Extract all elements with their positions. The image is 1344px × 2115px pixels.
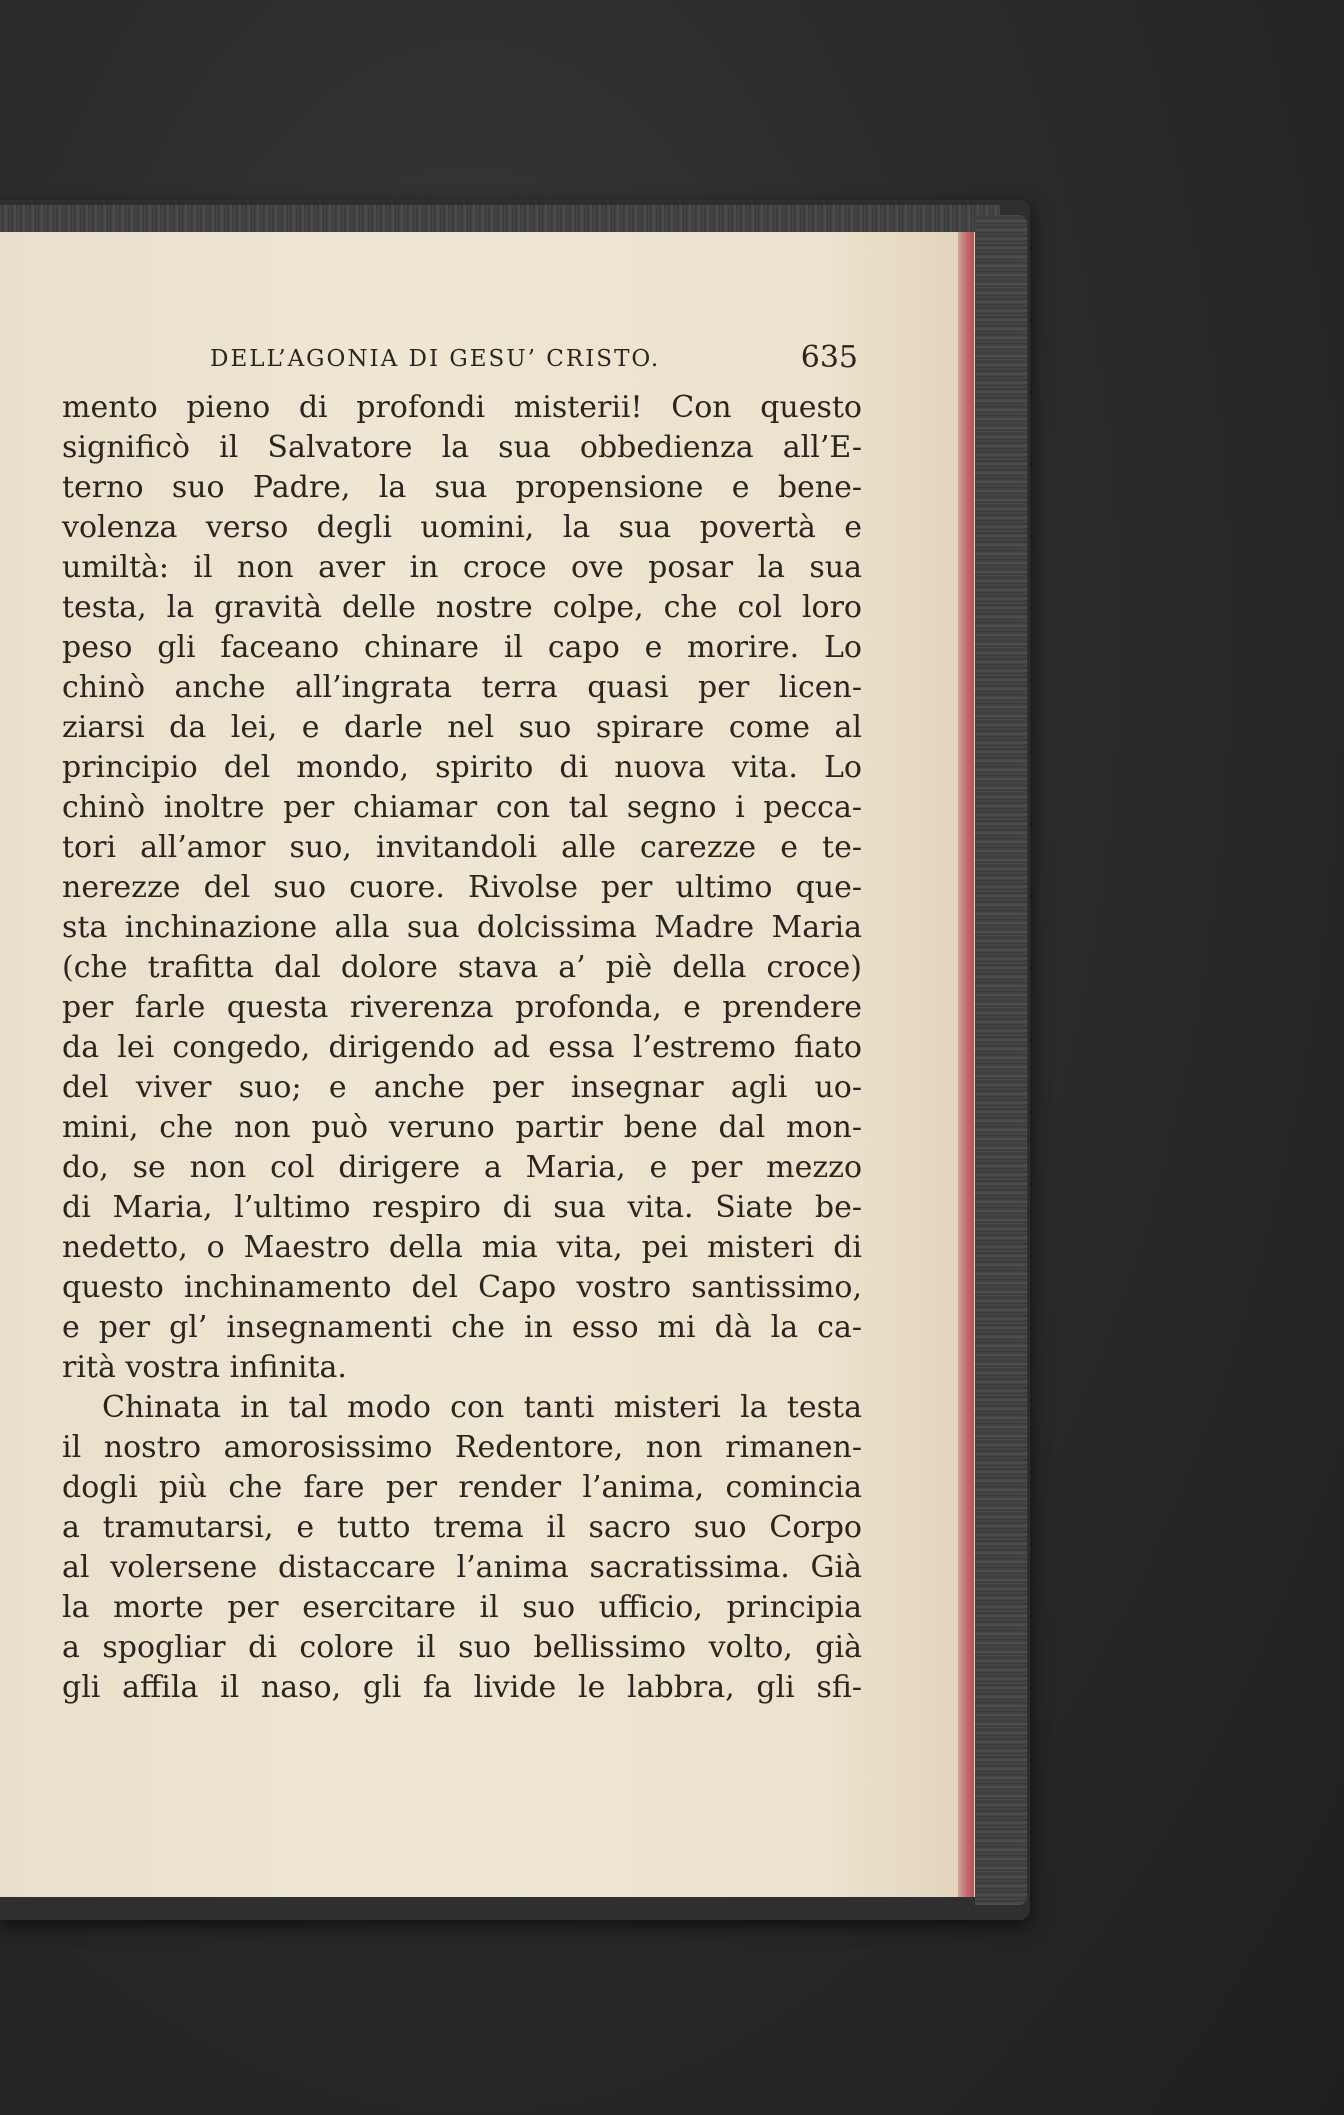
- text-line: umiltà: il non aver in croce ove posar la sua: [62, 550, 862, 585]
- text-line: mento pieno di profondi misterii! Con questo: [62, 390, 862, 425]
- text-line: Chinata in tal modo con tanti misteri la testa: [102, 1390, 862, 1425]
- text-line: il nostro amorosissimo Redentore, non rimanen-: [62, 1430, 862, 1465]
- text-line: questo inchinamento del Capo vostro santissimo,: [62, 1270, 862, 1305]
- text-line: a spogliar di colore il suo bellissimo volto, già: [62, 1630, 862, 1665]
- text-line: nedetto, o Maestro della mia vita, pei misteri di: [62, 1230, 862, 1265]
- text-line: testa, la gravità delle nostre colpe, che col loro: [62, 590, 862, 625]
- text-line: a tramutarsi, e tutto trema il sacro suo Corpo: [62, 1510, 862, 1545]
- text-line: significò il Salvatore la sua obbedienza all’E-: [62, 430, 862, 465]
- text-line: la morte per esercitare il suo ufficio, principia: [62, 1590, 862, 1625]
- running-head: [210, 340, 870, 380]
- text-line: ziarsi da lei, e darle nel suo spirare come al: [62, 710, 862, 745]
- book-cover-top-edge: [0, 205, 1000, 235]
- text-line: dogli più che fare per render l’anima, comincia: [62, 1470, 862, 1505]
- text-line: sta inchinazione alla sua dolcissima Madre Maria: [62, 910, 862, 945]
- text-line: chinò anche all’ingrata terra quasi per licen-: [62, 670, 862, 705]
- text-line: da lei congedo, dirigendo ad essa l’estremo fiato: [62, 1030, 862, 1065]
- text-line: nerezze del suo cuore. Rivolse per ultimo que-: [62, 870, 862, 905]
- text-line: rità vostra infinita.: [62, 1350, 347, 1385]
- text-line: e per gl’ insegnamenti che in esso mi dà la ca-: [62, 1310, 862, 1345]
- text-line: principio del mondo, spirito di nuova vita. Lo: [62, 750, 862, 785]
- text-line: tori all’amor suo, invitandoli alle carezze e te-: [62, 830, 862, 865]
- text-line: per farle questa riverenza profonda, e prendere: [62, 990, 862, 1025]
- text-line: gli affila il naso, gli fa livide le labbra, gli sfi-: [62, 1670, 862, 1705]
- text-line: del viver suo; e anche per insegnar agli uo-: [62, 1070, 862, 1105]
- text-line: (che trafitta dal dolore stava a’ piè della croce): [62, 950, 862, 985]
- text-line: mini, che non può veruno partir bene dal mon-: [62, 1110, 862, 1145]
- text-line: do, se non col dirigere a Maria, e per mezzo: [62, 1150, 862, 1185]
- text-line: al volersene distaccare l’anima sacratissima. Già: [62, 1550, 862, 1585]
- book-cover-spine-edge: [975, 215, 1027, 1905]
- text-line: volenza verso degli uomini, la sua povertà e: [62, 510, 862, 545]
- text-line: chinò inoltre per chiamar con tal segno i pecca-: [62, 790, 862, 825]
- text-line: di Maria, l’ultimo respiro di sua vita. Siate be-: [62, 1190, 862, 1225]
- running-head-title: DELL’AGONIA DI GESU’ CRISTO.: [210, 346, 661, 372]
- page-number: 635: [800, 340, 858, 375]
- page-red-edge: [958, 232, 974, 1897]
- text-line: terno suo Padre, la sua propensione e bene-: [62, 470, 862, 505]
- text-line: peso gli faceano chinare il capo e morire. Lo: [62, 630, 862, 665]
